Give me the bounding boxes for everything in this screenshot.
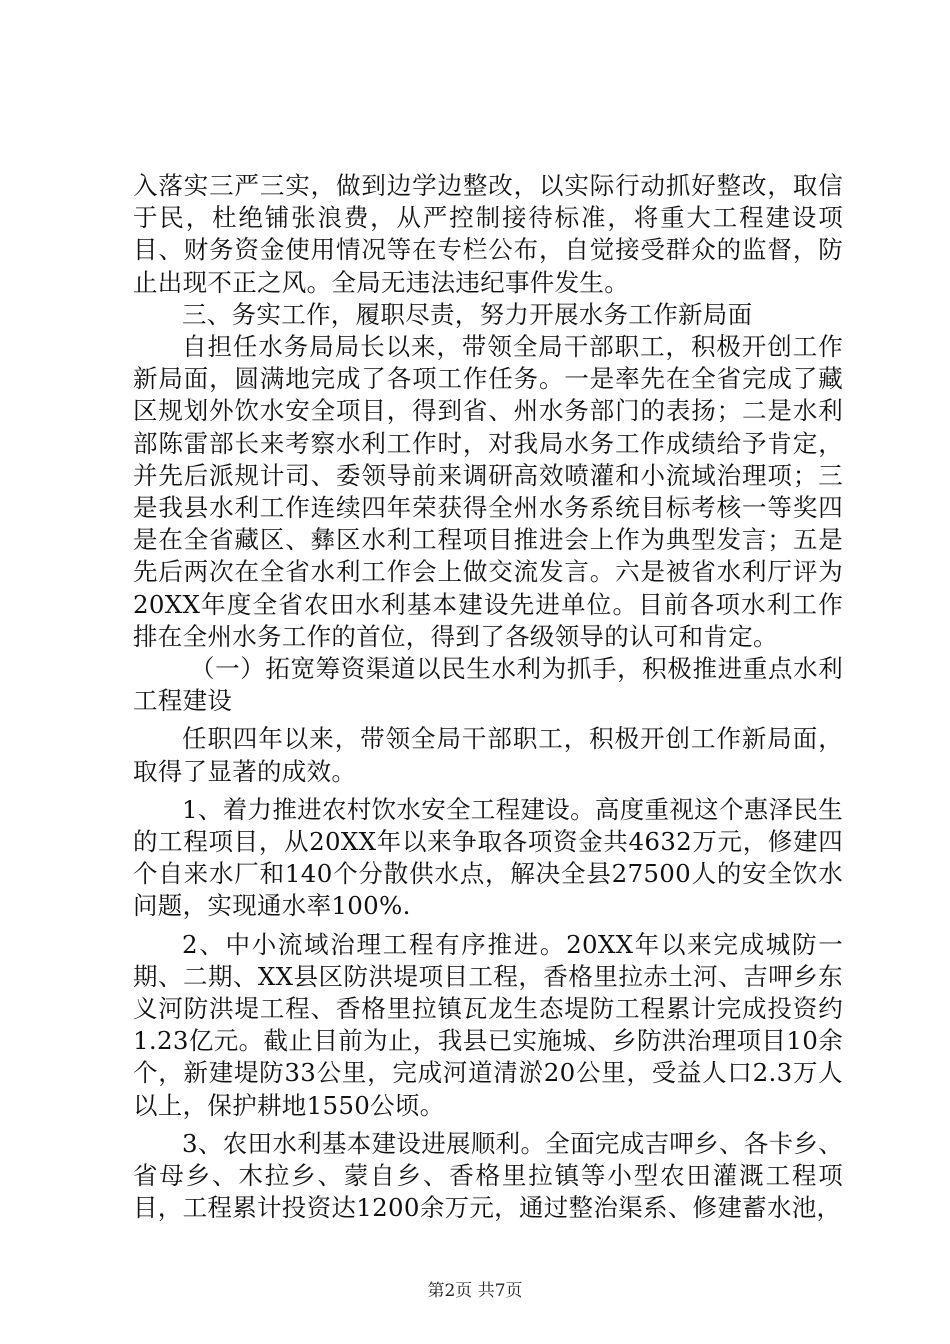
paragraph-tenure: 任职四年以来，带领全局干部职工，积极开创工作新局面，取得了显著的成效。	[133, 724, 843, 786]
subsection-heading-one: （一）拓宽筹资渠道以民生水利为抓手，积极推进重点水利工程建设	[133, 654, 843, 716]
document-body	[133, 170, 843, 1225]
paragraph-achievements: 自担任水务局局长以来，带领全局干部职工，积极开创工作新局面，圆满地完成了各项工作任务。一是率先在全省完成了藏区规划外饮水安全项目，得到省、州水务部门的表扬；二是水利部陈雷部长来考察水利工作时，对我局水务工作成绩给予肯定，并先后派规计司、委领导前来调研高效喷灌和小流域治理项；三是我县水利工作连续四年荣获得全州水务系统目标考核一等奖四是在全省藏区、彝区水利工程项目推进会上作为典型发言；五是先后两次在全省水利工作会上做交流发言。六是被省水利厅评为20XX年度全省农田水利基本建设先进单位。目前各项水利工作排在全州水务工作的首位，得到了各级领导的认可和肯定。	[133, 332, 843, 651]
paragraph-integrity: 入落实三严三实，做到边学边整改，以实际行动抓好整改，取信于民，杜绝铺张浪费，从严控制接待标准，将重大工程建设项目、财务资金使用情况等在专栏公布，自觉接受群众的监督，防止出现不正之风。全局无违法违纪事件发生。	[133, 171, 843, 297]
list-item-flood-control: 2、中小流域治理工程有序推进。20XX年以来完成城防一期、二期、XX县区防洪堤项目工程，香格里拉赤土河、吉呷乡东义河防洪堤工程、香格里拉镇瓦龙生态堤防工程累计完成投资约1.23亿元。截止目前为止，我县已实施城、乡防洪治理项目10余个，新建堤防33公里，完成河道清淤20公里，受益人口2.3万人以上，保护耕地1550公顷。	[133, 929, 843, 1120]
page-number: 第2页 共7页	[427, 1281, 523, 1301]
list-item-drinking-water: 1、着力推进农村饮水安全工程建设。高度重视这个惠泽民生的工程项目，从20XX年以来争取各项资金共4632万元，修建四个自来水厂和140个分散供水点，解决全县27500人的安全饮水问题，实现通水率100%.	[133, 794, 843, 921]
list-item-irrigation: 3、农田水利基本建设进展顺利。全面完成吉呷乡、各卡乡、省母乡、木拉乡、蒙自乡、香格里拉镇等小型农田灌溉工程项目，工程累计投资达1200余万元，通过整治渠系、修建蓄水池，	[133, 1128, 843, 1223]
section-heading-three: 三、务实工作，履职尽责，努力开展水务工作新局面	[182, 299, 753, 329]
